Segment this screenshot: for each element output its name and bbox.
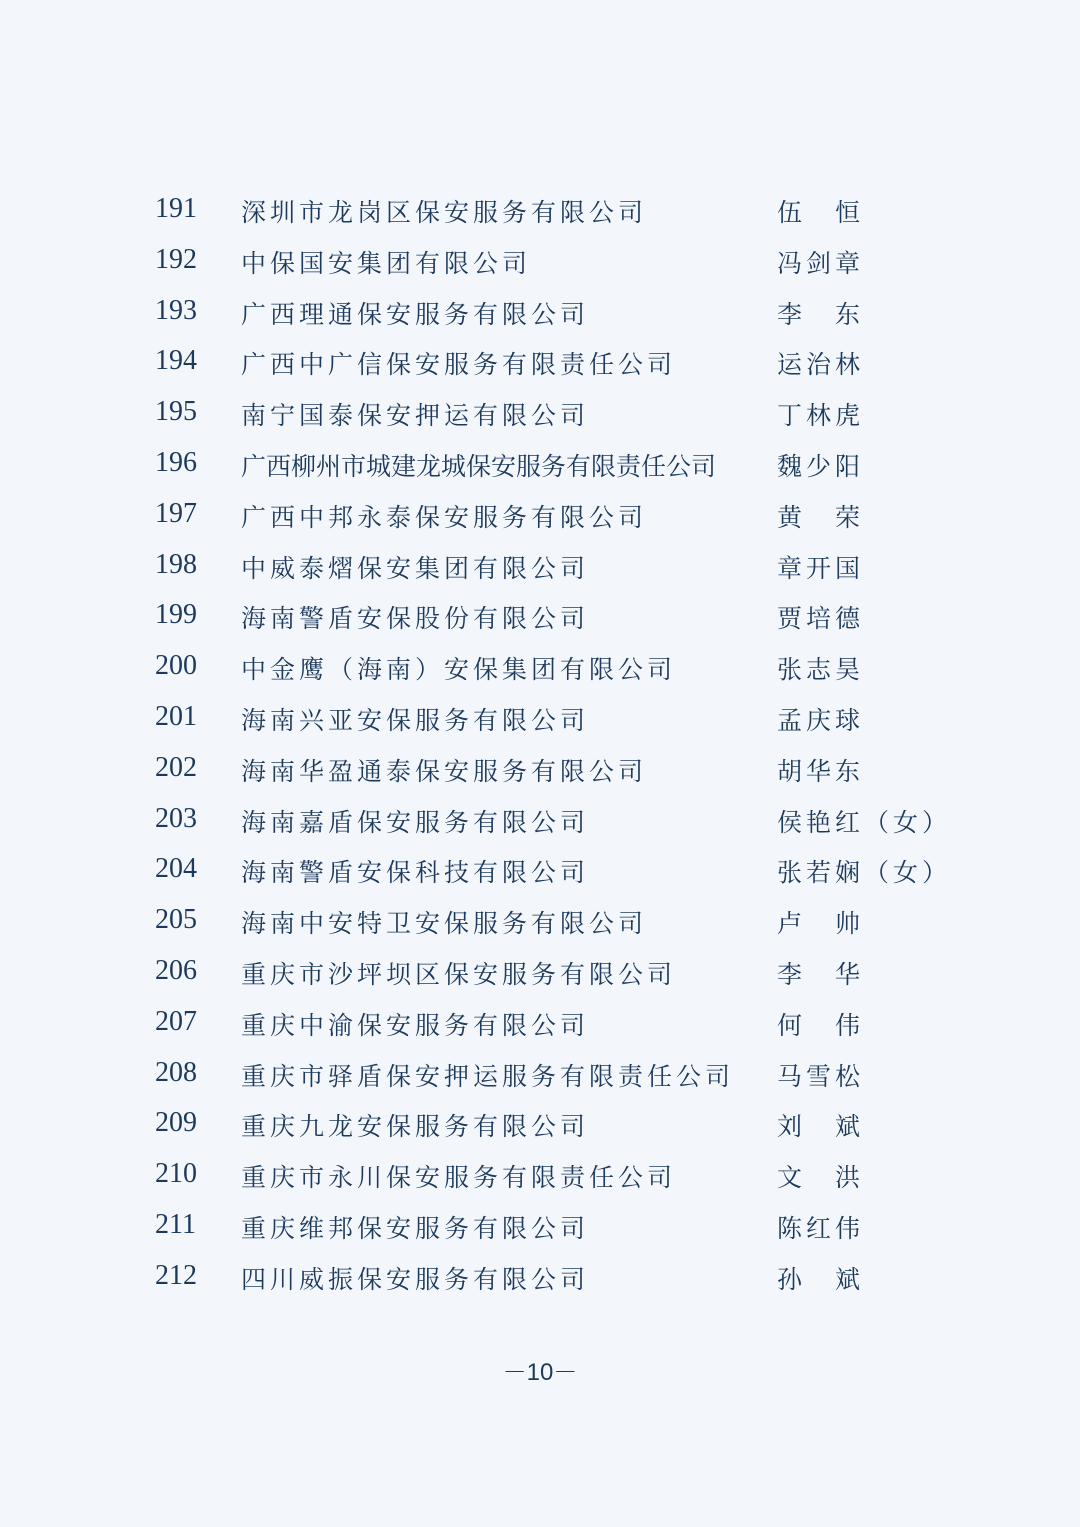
row-number: 205 xyxy=(155,904,197,936)
list-item xyxy=(0,287,1080,338)
list-item xyxy=(0,337,1080,388)
row-number: 208 xyxy=(155,1056,197,1088)
company-name: 海南兴亚安保服务有限公司 xyxy=(241,705,590,735)
row-number: 192 xyxy=(155,243,197,275)
person-name: 张若娴（女） xyxy=(777,858,952,888)
person-name: 魏少阳 xyxy=(777,451,865,481)
list-item xyxy=(0,1049,1080,1100)
company-name: 海南嘉盾保安服务有限公司 xyxy=(241,807,590,837)
award-list xyxy=(0,185,1080,1303)
person-name: 侯艳红（女） xyxy=(777,807,952,837)
company-name: 南宁国泰保安押运有限公司 xyxy=(241,401,590,431)
list-item xyxy=(0,388,1080,439)
person-name: 何 伟 xyxy=(777,1010,865,1040)
list-item xyxy=(0,693,1080,744)
company-name: 广西中广信保安服务有限责任公司 xyxy=(241,350,677,380)
row-number: 204 xyxy=(155,853,197,885)
row-number: 199 xyxy=(155,599,197,631)
row-number: 194 xyxy=(155,345,197,377)
list-item xyxy=(0,1099,1080,1150)
company-name: 重庆维邦保安服务有限公司 xyxy=(241,1213,590,1243)
person-name: 文 洪 xyxy=(777,1163,865,1193)
row-number: 195 xyxy=(155,396,197,428)
row-number: 198 xyxy=(155,548,197,580)
row-number: 191 xyxy=(155,193,197,224)
list-item xyxy=(0,490,1080,541)
company-name: 重庆市沙坪坝区保安服务有限公司 xyxy=(241,959,677,989)
person-name: 陈红伟 xyxy=(777,1213,865,1243)
person-name: 冯剑章 xyxy=(777,248,865,278)
row-number: 207 xyxy=(155,1005,197,1037)
company-name: 重庆九龙安保服务有限公司 xyxy=(241,1112,590,1142)
company-name: 广西理通保安服务有限公司 xyxy=(241,299,590,329)
person-name: 胡华东 xyxy=(777,756,865,786)
company-name: 海南中安特卫安保服务有限公司 xyxy=(241,909,648,939)
person-name: 丁林虎 xyxy=(777,401,865,431)
person-name: 马雪松 xyxy=(777,1061,865,1091)
person-name: 刘 斌 xyxy=(777,1112,865,1142)
list-item xyxy=(0,947,1080,998)
person-name: 运治林 xyxy=(777,350,865,380)
person-name: 李 华 xyxy=(777,959,865,989)
person-name: 孟庆球 xyxy=(777,705,865,735)
row-number: 212 xyxy=(155,1259,197,1291)
row-number: 210 xyxy=(155,1158,197,1190)
row-number: 196 xyxy=(155,446,197,478)
list-item xyxy=(0,1252,1080,1303)
company-name: 海南警盾安保股份有限公司 xyxy=(241,604,590,634)
list-item xyxy=(0,744,1080,795)
person-name: 卢 帅 xyxy=(777,909,865,939)
company-name: 海南警盾安保科技有限公司 xyxy=(241,858,590,888)
person-name: 章开国 xyxy=(777,553,865,583)
person-name: 孙 斌 xyxy=(777,1264,865,1294)
person-name: 张志昊 xyxy=(777,655,865,685)
company-name: 重庆市永川保安服务有限责任公司 xyxy=(241,1163,677,1193)
row-number: 209 xyxy=(155,1107,197,1139)
row-number: 197 xyxy=(155,497,197,529)
page-number: －10－ xyxy=(502,1359,578,1386)
company-name: 广西柳州市城建龙城保安服务有限责任公司 xyxy=(241,451,717,481)
person-name: 李 东 xyxy=(777,299,865,329)
row-number: 206 xyxy=(155,954,197,986)
company-name: 四川威振保安服务有限公司 xyxy=(241,1264,590,1294)
list-item xyxy=(0,795,1080,846)
person-name: 贾培德 xyxy=(777,604,865,634)
company-name: 重庆中渝保安服务有限公司 xyxy=(241,1010,590,1040)
company-name: 重庆市驿盾保安押运服务有限责任公司 xyxy=(241,1061,735,1091)
list-item xyxy=(0,896,1080,947)
person-name: 黄 荣 xyxy=(777,502,865,532)
row-number: 202 xyxy=(155,751,197,783)
row-number: 201 xyxy=(155,700,197,732)
company-name: 广西中邦永泰保安服务有限公司 xyxy=(241,502,648,532)
list-item xyxy=(0,236,1080,287)
list-item xyxy=(0,845,1080,896)
list-item xyxy=(0,642,1080,693)
company-name: 中金鹰（海南）安保集团有限公司 xyxy=(241,655,677,685)
row-number: 193 xyxy=(155,294,197,326)
list-item xyxy=(0,185,1080,236)
list-item xyxy=(0,998,1080,1049)
row-number: 211 xyxy=(155,1208,196,1240)
company-name: 海南华盈通泰保安服务有限公司 xyxy=(241,756,648,786)
row-number: 200 xyxy=(155,650,197,682)
company-name: 中保国安集团有限公司 xyxy=(241,248,532,278)
company-name: 深圳市龙岗区保安服务有限公司 xyxy=(241,198,648,227)
list-item xyxy=(0,1201,1080,1252)
list-item xyxy=(0,541,1080,592)
list-item xyxy=(0,439,1080,490)
company-name: 中威泰熠保安集团有限公司 xyxy=(241,553,590,583)
row-number: 203 xyxy=(155,802,197,834)
person-name: 伍 恒 xyxy=(777,198,865,227)
list-item xyxy=(0,591,1080,642)
list-item xyxy=(0,1150,1080,1201)
